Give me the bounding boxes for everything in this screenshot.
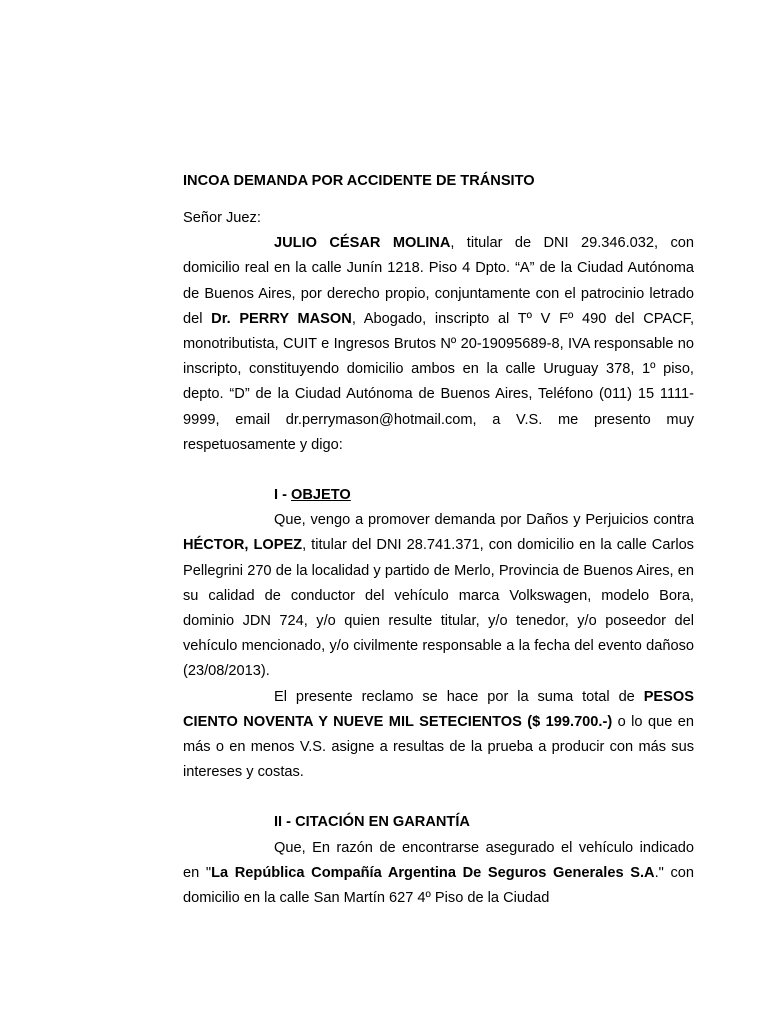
section-2-heading: II - CITACIÓN EN GARANTÍA — [274, 814, 470, 831]
intro-paragraph — [183, 231, 694, 458]
section-1-title: OBJETO — [291, 487, 351, 504]
section-2-p1-text-1: Que, En razón de encontrarse asegurado el vehículo indicado en " — [183, 839, 694, 881]
defendant-name: HÉCTOR, LOPEZ — [183, 537, 303, 554]
section-1-paragraph-1 — [183, 508, 694, 684]
section-1-paragraph-2 — [183, 685, 694, 786]
section-1-p2-text-2: o lo que en más o en menos V.S. asigne a resultas de la prueba a producir con más sus intereses y costas. — [183, 713, 694, 781]
document-title: INCOA DEMANDA POR ACCIDENTE DE TRÁNSITO — [183, 173, 535, 189]
section-2-p1-text-2: ." con domicilio en la calle San Martín 627 4º Piso de la Ciudad — [183, 864, 694, 907]
claim-amount: PESOS CIENTO NOVENTA Y NUEVE MIL SETECIENTOS ($ 199.700.-) — [183, 688, 694, 730]
section-1-heading — [274, 483, 694, 508]
section-1-p1-text-1: Que, vengo a promover demanda por Daños y Perjuicios contra — [274, 512, 694, 529]
insurer-name: La República Compañía Argentina De Seguros Generales S.A — [211, 864, 655, 881]
section-1-prefix: I - — [274, 487, 292, 504]
document-body — [183, 170, 694, 911]
intro-text-1: , titular de DNI 29.346.032, con domicilio real en la calle Junín 1218. Piso 4 Dpto. “A” de la Ciudad Autónoma de Buenos Aires, por derecho propio, conjuntamente con el patrocinio letrado del — [183, 235, 694, 327]
section-2-paragraph-1 — [183, 836, 694, 912]
plaintiff-name: JULIO CÉSAR MOLINA — [274, 235, 451, 252]
lawyer-name: Dr. PERRY MASON — [211, 310, 352, 327]
section-1-p1-text-2: , titular del DNI 28.741.371, con domicilio en la calle Carlos Pellegrini 270 de la localidad y partido de Merlo, Provincia de Buenos Aires, en su calidad de conductor del vehículo marca Volkswagen, modelo Bora, dominio JDN 724, y/o quien resulte titular, y/o tenedor, y/o poseedor del vehículo mencionado, y/o civilmente responsable a la fecha del evento dañoso (23/08/2013). — [183, 537, 694, 680]
section-1-p2-text-1: El presente reclamo se hace por la suma total de — [274, 688, 644, 705]
intro-text-2: , Abogado, inscripto al Tº V Fº 490 del CPACF, monotributista, CUIT e Ingresos Brutos Nº 20-19095689-8, IVA responsable no inscripto, constituyendo domicilio ambos en la calle Uruguay 378, 1º piso, depto. “D” de la Ciudad Autónoma de Buenos Aires, Teléfono (011) 15 1111-9999, email dr.perrymason@hotmail.com, a V.S. me presento muy respetuosamente y digo: — [183, 310, 695, 453]
salutation: Señor Juez: — [183, 210, 261, 226]
